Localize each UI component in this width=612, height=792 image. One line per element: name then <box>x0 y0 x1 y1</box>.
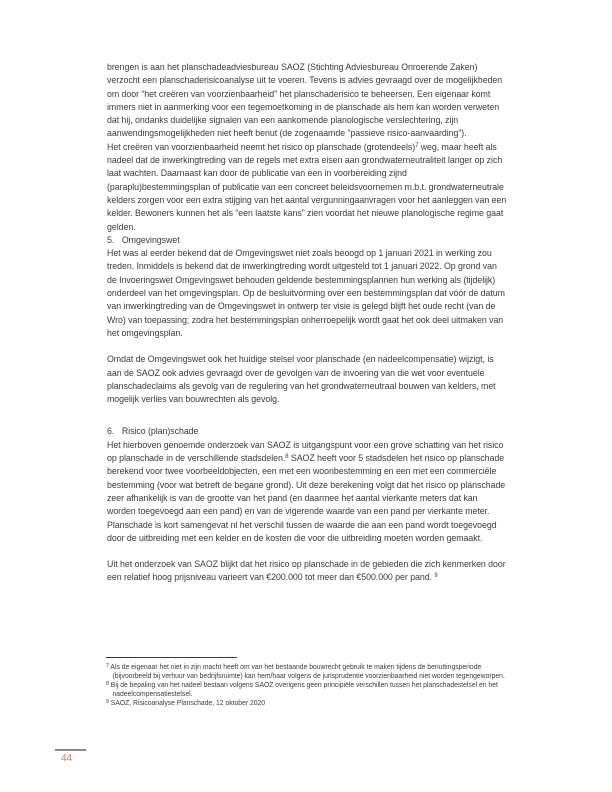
section-title: Omgevingswet <box>121 234 180 246</box>
footnote-ref-8: 8 <box>285 453 289 461</box>
footnote-8-marker: 8 <box>106 681 109 687</box>
footnote-8 <box>106 680 510 698</box>
paragraph-risico-1-text: Het hierboven genoemde onderzoek van SAOZ is uitgangspunt voor een grove schatting van het risico op planschade in de verschillende stadsdelen. <box>107 439 504 465</box>
section-number: 6. <box>107 426 115 438</box>
paragraph-voorzienbaarheid-text-cont: weg, maar heeft als nadeel dat de inwerkingtreding van de regels met extra eisen aan grondwaterneutraliteit langer op zich laat wachten. Daarnaast kan door de publicatie van een in voorbereiding zijnd (paraplu)bestemmingsplan of publicatie van een concreet beleidsvoornemen m.b.t. grondwaterneutrale kelders zorgen voor een extra stijging van het aantal vergunningaanvragen voor het aanleggen van een kelder. Bewoners kunnen het als “een laatste kans” zien voordat het nieuwe planologische regime gaat gelden. <box>107 141 507 233</box>
footer-rule <box>55 749 86 751</box>
paragraph-voorzienbaarheid-text: Het creëren van voorzienbaarheid neemt het risico op planschade (grotendeels) <box>107 141 416 153</box>
footnote-separator-rule <box>106 657 237 658</box>
footnote-ref-9: 9 <box>434 572 438 580</box>
paragraph-voorzienbaarheid <box>107 141 507 234</box>
paragraph-risico-2-text: Uit het onderzoek van SAOZ blijkt dat het risico op planschade in de gebieden die zich kenmerken door een relatief hoog prijsniveau varieert van €200.000 tot meer dan €500.000 per pand. <box>107 559 506 584</box>
footnote-7 <box>106 662 510 680</box>
paragraph-risico-1 <box>107 439 507 545</box>
section-title: Risico (plan)schade <box>121 426 199 438</box>
footnote-9 <box>106 698 510 707</box>
footnote-7-marker: 7 <box>106 663 109 669</box>
footnote-7-text: Als de eigenaar het niet in zijn macht heeft om van het bestaande bouwrecht gebruik te maken tijdens de benuttingsperiode (bijvoorbeeld bij verhuur van bedrijfsruimte) kan hem/haar volgens de jurisprudentie voorzienbaarheid niet worden tegengeworpen. <box>110 662 505 680</box>
paragraph-omgevingswet-2: Omdat de Omgevingswet ook het huidige stelsel voor planschade (en nadeelcompensatie) wijzigt, is aan de SAOZ ook advies gevraagd over de gevolgen van de invoering van die wet voor eventuele planschadeclaims als gevolg van de regulering van het grondwaterneutraal bouwen van kelders, met mogelijk verlies van bouwrechten als gevolg. <box>107 354 496 406</box>
paragraph-omgevingswet-1: Het was al eerder bekend dat de Omgevingswet niet zoals beoogd op 1 januari 2021 in werking zou treden. Inmiddels is bekend dat de inwerkingtreding wordt uitgesteld tot 1 januari 2022. Op grond van de Invoeringswet Omgevingswet behouden geldende bestemmingsplannen hun werking als (tijdelijk) onderdeel van het omgevingsplan. Op de besluitvorming over een bestemmingsplan dat vóór de datum van inwerkingtreding van de Omgevingswet in ontwerp ter visie is gelegd blijft het oude recht (van de Wro) van toepassing; zodra het bestemmingsplan onherroepelijk wordt gaat het ook deel uitmaken van het omgevingsplan. <box>107 248 505 339</box>
page-number: 44 <box>61 753 73 764</box>
footnotes-block <box>106 662 510 707</box>
section-number: 5. <box>107 234 115 246</box>
footnote-9-text: SAOZ, Risicoanalyse Planschade, 12 oktober 2020 <box>110 698 266 707</box>
section-heading-5 <box>107 234 507 247</box>
footnote-9-marker: 9 <box>106 699 109 705</box>
footnote-ref-7: 7 <box>415 141 419 149</box>
body-text-column <box>107 61 507 585</box>
footnote-8-text: Bij de bepaling van het nadeel bestaan volgens SAOZ overigens geen principiële verschillen tussen het planschadestelsel en het nadeelcompensatiestelsel. <box>110 680 498 698</box>
paragraph-risico-2 <box>107 558 507 585</box>
paragraph-intro: brengen is aan het planschadeadviesbureau SAOZ (Stichting Adviesbureau Onroerende Zaken) verzocht een planschaderisicoanalyse uit te voeren. Tevens is advies gevraagd over de mogelijkheden om door “het creëren van voorzienbaarheid” het planschaderisico te beheersen. Een eigenaar komt immers niet in aanmerking voor een tegemoetkoming in de planschade als hem kan worden verweten dat hij, ondanks duidelijke signalen van een aankomende planologische verslechtering, zijn aanwendingsmogelijkheden niet heeft benut (de zogenaamde “passieve risico-aanvaarding”). <box>107 62 503 140</box>
section-heading-6 <box>107 425 507 438</box>
paragraph-risico-1-text-cont: SAOZ heeft voor 5 stadsdelen het risico op planschade berekend voor twee voorbeeldobjecten, een met een woonbestemming en een met een commerciële bestemming (voor wat betreft de begane grond). Uit deze berekening volgt dat het risico op planschade zeer afhankelijk is van de grootte van het pand (en daarmee het aantal vierkante meters dat kan worden toegevoegd aan een pand) en van de vigerende waarde van een pand per vierkante meter. Planschade is kort samengevat nl het verschil tussen de waarde die aan een pand wordt toegevoegd door de uitbreiding met een kelder en de kosten die voor die uitbreiding moeten worden gemaakt. <box>107 453 506 544</box>
